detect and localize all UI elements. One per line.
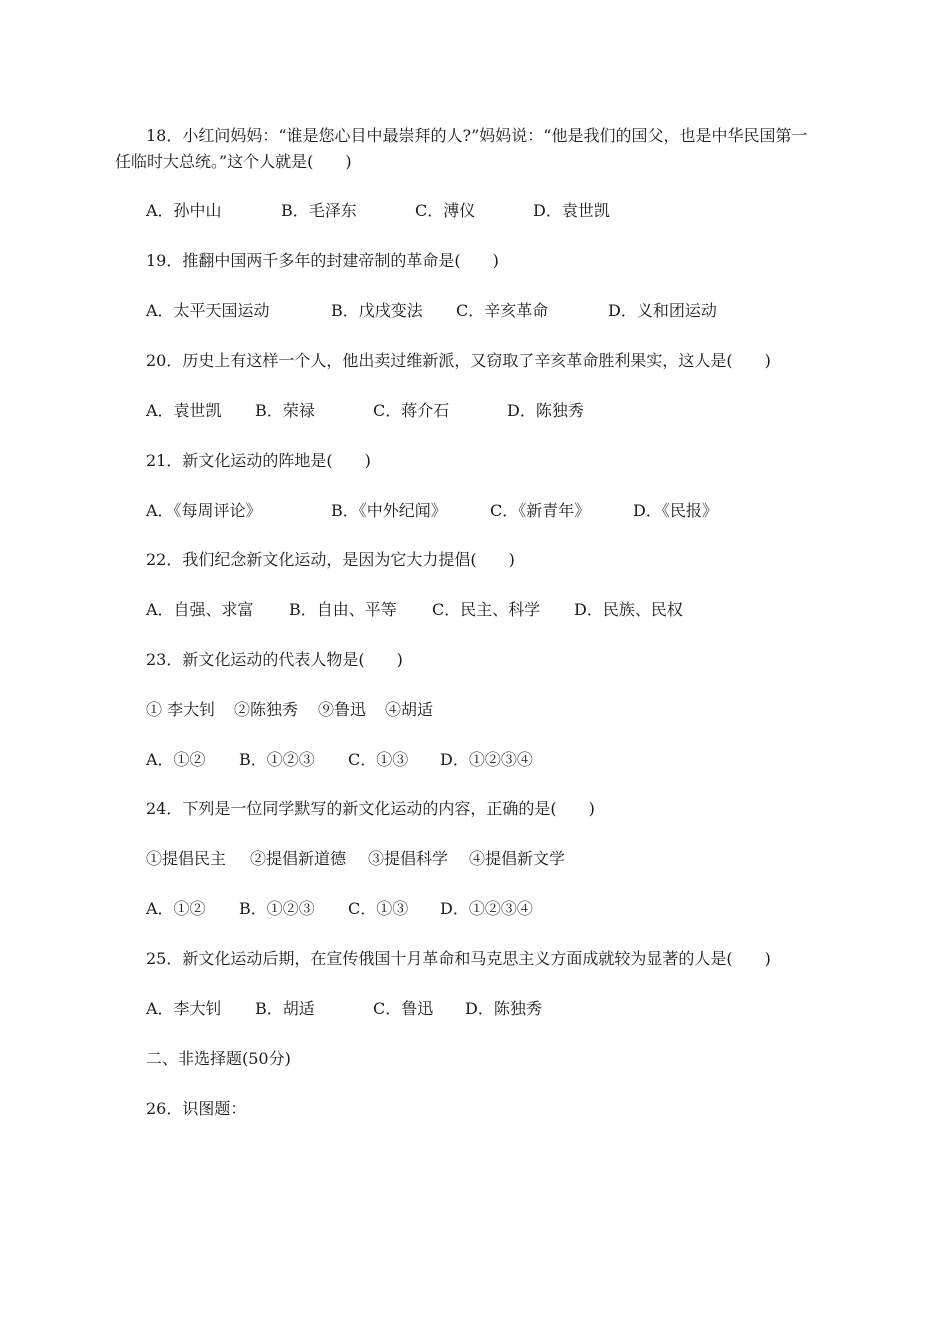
question-23-option-c: C．①③	[348, 750, 409, 769]
question-25-option-b: B．胡适	[255, 999, 315, 1018]
question-18-stem-line2: 任临时大总统。”这个人就是( )	[115, 152, 352, 171]
question-24-option-b: B．①②③	[239, 899, 315, 918]
question-23-item-2: ②陈独秀	[234, 700, 299, 719]
question-20-stem: 20．历史上有这样一个人，他出卖过维新派，又窃取了辛亥革命胜利果实，这人是( )	[146, 351, 771, 370]
question-22-option-c: C．民主、科学	[432, 600, 541, 619]
question-24-stem: 24．下列是一位同学默写的新文化运动的内容，正确的是( )	[146, 799, 595, 818]
question-19-stem: 19．推翻中国两千多年的封建帝制的革命是( )	[146, 251, 499, 270]
question-21-option-c: C．《新青年》	[490, 501, 591, 520]
question-20-option-a: A．袁世凯	[146, 401, 222, 420]
question-18-option-a: A．孙中山	[146, 201, 222, 220]
question-22-option-a: A．自强、求富	[146, 600, 254, 619]
question-24-item-4: ④提倡新文学	[469, 849, 566, 868]
question-20-option-b: B．荣禄	[255, 401, 315, 420]
question-26-stem: 26．识图题：	[146, 1099, 247, 1118]
question-25-stem: 25．新文化运动后期，在宣传俄国十月革命和马克思主义方面成就较为显著的人是( )	[146, 949, 771, 968]
question-22-option-d: D．民族、民权	[574, 600, 683, 619]
section-2-heading: 二、非选择题(50分)	[146, 1049, 291, 1068]
question-23-option-d: D．①②③④	[440, 750, 533, 769]
question-20-option-d: D．陈独秀	[507, 401, 584, 420]
question-24-item-3: ③提倡科学	[368, 849, 449, 868]
question-20-option-c: C．蒋介石	[373, 401, 450, 420]
question-24-option-c: C．①③	[348, 899, 409, 918]
question-19-option-a: A．太平天国运动	[146, 301, 270, 320]
question-18-option-b: B．毛泽东	[281, 201, 357, 220]
question-18-option-c: C．溥仪	[415, 201, 476, 220]
question-18-stem-line1: 18．小红问妈妈：“谁是您心目中最崇拜的人?”妈妈说：“他是我们的国父，也是中华民国第一	[146, 126, 808, 145]
question-19-option-b: B．戊戌变法	[331, 301, 423, 320]
question-21-option-d: D．《民报》	[633, 501, 718, 520]
question-24-item-1: ①提倡民主	[146, 849, 227, 868]
question-25-option-d: D．陈独秀	[465, 999, 542, 1018]
question-24-option-a: A．①②	[146, 899, 206, 918]
question-23-item-1: ① 李大钊	[146, 700, 216, 719]
question-23-stem: 23．新文化运动的代表人物是( )	[146, 650, 403, 669]
question-25-option-a: A．李大钊	[146, 999, 222, 1018]
question-23-option-b: B．①②③	[239, 750, 315, 769]
question-24-item-2: ②提倡新道德	[250, 849, 347, 868]
question-22-option-b: B．自由、平等	[289, 600, 397, 619]
question-25-option-c: C．鲁迅	[373, 999, 434, 1018]
question-22-stem: 22．我们纪念新文化运动，是因为它大力提倡( )	[146, 550, 515, 569]
question-21-option-a: A．《每周评论》	[146, 501, 262, 520]
question-21-option-b: B．《中外纪闻》	[331, 501, 447, 520]
question-23-item-3: ⑨鲁迅	[318, 700, 367, 719]
question-18-option-d: D．袁世凯	[533, 201, 610, 220]
question-21-stem: 21．新文化运动的阵地是( )	[146, 451, 371, 470]
question-24-option-d: D．①②③④	[440, 899, 533, 918]
question-23-option-a: A．①②	[146, 750, 206, 769]
question-19-option-d: D．义和团运动	[608, 301, 717, 320]
question-23-item-4: ④胡适	[385, 700, 434, 719]
question-19-option-c: C．辛亥革命	[456, 301, 549, 320]
